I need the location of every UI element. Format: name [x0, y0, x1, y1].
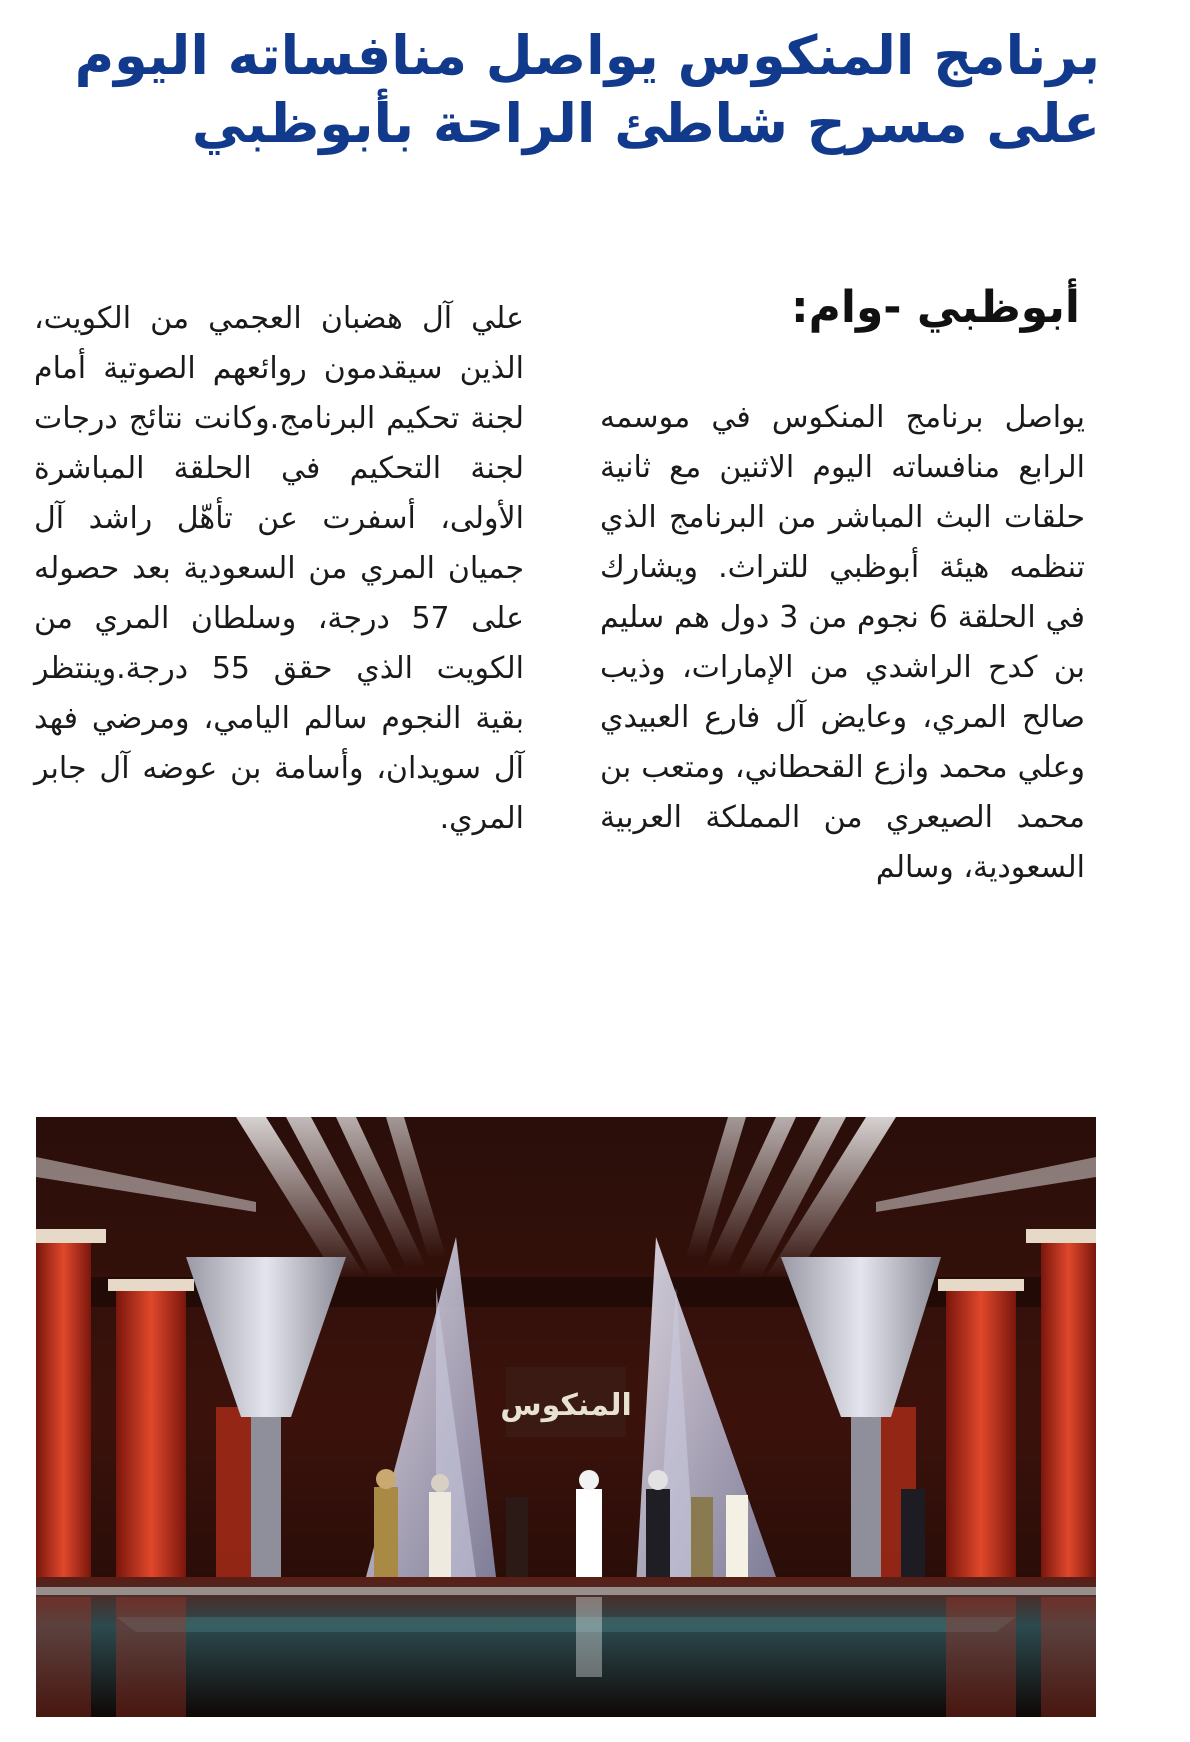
stage-sign-text: المنكوس [500, 1388, 632, 1423]
article-body-column-right: يواصل برنامج المنكوس في موسمه الرابع منافساته اليوم الاثنين مع ثانية حلقات البث المباشر من البرنامج الذي تنظمه هيئة أبوظبي للتراث. ويشارك في الحلقة 6 نجوم من 3 دول هم سليم بن كدح الراشدي من الإمارات، وذيب صالح المري، وعايض آل فارع العبيدي وعلي محمد وازع القحطاني، ومتعب بن محمد الصيعري من المملكة العربية السعودية، وسالم [600, 400, 1086, 885]
article-dateline: أبوظبي -وام: [791, 282, 1080, 333]
article-body-column-left: علي آل هضبان العجمي من الكويت، الذين سيقدمون روائعهم الصوتية أمام لجنة تحكيم البرنامج.وكانت نتائج درجات لجنة التحكيم في الحلقة المباشرة الأولى، أسفرت عن تأهّل راشد آل جميان المري من السعودية بعد حصوله على 57 درجة، وسلطان المري من الكويت الذي حقق 55 درجة.وينتظر بقية النجوم سالم اليامي، ومرضي فهد آل سويدان، وأسامة بن عوضه آل جابر المري. [34, 301, 525, 836]
stage-screen [500, 1367, 632, 1437]
stage-photo-illustration [36, 1117, 1096, 1717]
article-headline [20, 22, 1100, 158]
headline-line-1: برنامج المنكوس يواصل منافساته اليوم [74, 24, 1100, 87]
headline-line-2: على مسرح شاطئ الراحة بأبوظبي [191, 92, 1100, 156]
stage-photo [36, 1117, 1096, 1717]
stage-floor [36, 1577, 1096, 1717]
